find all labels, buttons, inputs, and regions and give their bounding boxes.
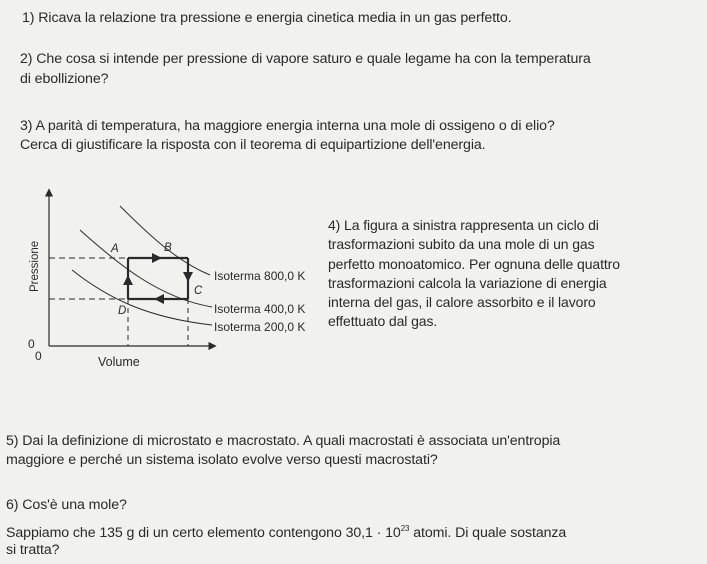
x-axis-label: Volume <box>98 355 140 369</box>
isotherm-400-label: Isoterma 400,0 K <box>214 302 306 316</box>
question-3-line-1: 3) A parità di temperatura, ha maggiore energia interna una mole di ossigeno o di elio? <box>20 118 555 134</box>
y-axis-label: Pressione <box>29 240 41 292</box>
question-4-line-6: effettuato dal gas. <box>328 313 438 330</box>
question-6-line-2-post: atomi. Di quale sostanza <box>409 525 567 541</box>
isotherm-800-label: Isoterma 800,0 K <box>214 269 306 283</box>
question-4-line-2: trasformazioni subito da una mole di un gas <box>328 236 595 253</box>
question-1: 1) Ricava la relazione tra pressione e energia cinetica media in un gas perfetto. <box>22 10 512 26</box>
question-4-line-5: interna del gas, il calore assorbito e il lavoro <box>328 294 596 311</box>
question-4-line-3: perfetto monoatomico. Per ognuna delle quattro <box>328 255 620 272</box>
question-4-line-1: 4) La figura a sinistra rappresenta un ciclo di <box>328 217 599 233</box>
question-4-line-4: trasformazioni calcola la variazione di energia <box>328 274 607 291</box>
question-2-line-2: di ebollizione? <box>20 71 109 87</box>
question-5-line-1: 5) Dai la definizione di microstato e macrostato. A quali macrostati è associata un'entropia <box>6 433 561 449</box>
question-6-line-2-pre: Sappiamo che 135 g di un certo elemento contengono 30,1 · 10 <box>6 525 401 541</box>
question-2-line-1: 2) Che cosa si intende per pressione di vapore saturo e quale legame ha con la temperatura <box>20 51 591 67</box>
question-3-line-2: Cerca di giustificare la risposta con il teorema di equipartizione dell'energia. <box>20 137 486 153</box>
question-6-exponent: 23 <box>400 524 410 533</box>
question-6-line-3: si tratta? <box>6 542 60 558</box>
pv-cycle-diagram <box>0 180 320 380</box>
point-b-label: B <box>164 242 172 254</box>
point-c-label: C <box>194 285 203 297</box>
origin-y-label: 0 <box>28 337 35 351</box>
arrow-ab <box>152 253 162 263</box>
origin-x-label: 0 <box>35 349 42 363</box>
arrow-cd <box>154 294 164 304</box>
isotherm-400-curve <box>80 230 212 307</box>
isotherm-800-curve <box>120 206 210 275</box>
arrow-da <box>123 275 133 285</box>
isotherm-200-curve <box>72 270 212 325</box>
isotherm-200-label: Isoterma 200,0 K <box>214 320 306 334</box>
question-4 <box>328 216 620 332</box>
point-d-label: D <box>118 305 127 317</box>
point-a-label: A <box>111 243 119 255</box>
question-6-line-2 <box>6 524 566 543</box>
question-6-line-1: 6) Cos'è una mole? <box>6 497 127 513</box>
arrow-bc <box>183 272 193 282</box>
question-5-line-2: maggiore e perché un sistema isolato evolve verso questi macrostati? <box>6 452 438 468</box>
